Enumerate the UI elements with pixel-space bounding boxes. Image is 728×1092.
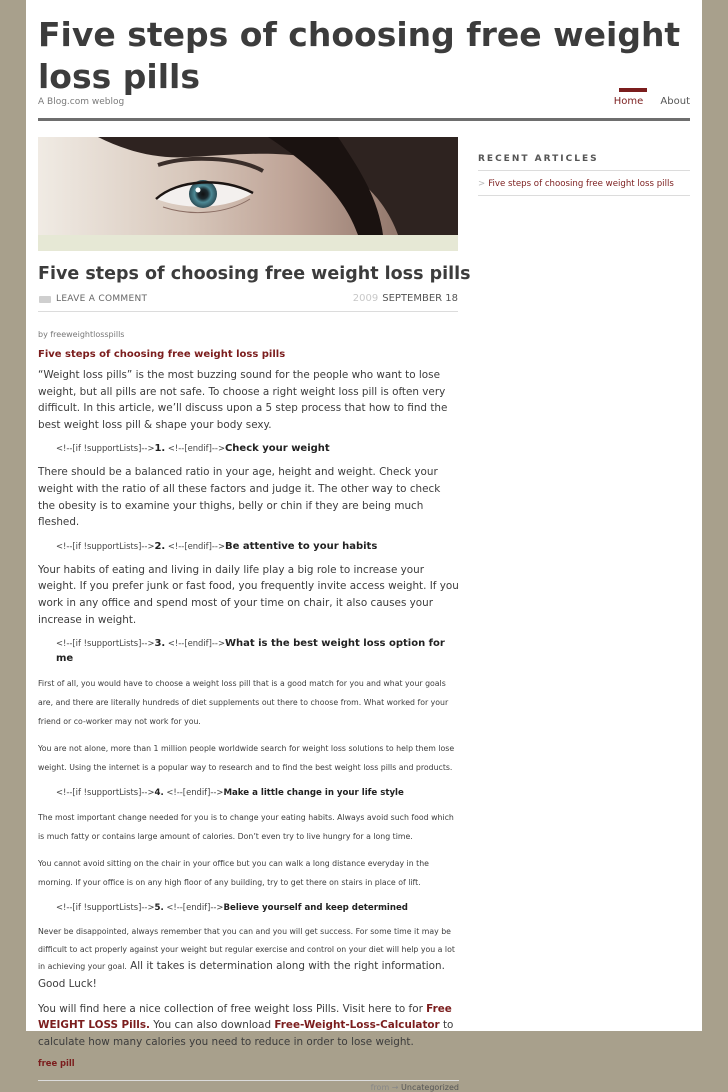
closing-text-c: to calculate how many calories you need to reduce in order to lose weight. [38, 1019, 454, 1048]
step-title: What is the best weight loss option for me [56, 638, 445, 665]
free-weight-loss-pills-link[interactable]: Free WEIGHT LOSS Pills. [38, 1002, 452, 1032]
step-heading-3 [38, 636, 459, 666]
step-number: 4. [154, 788, 164, 799]
step-prefix: <!--[if !supportLists]--> [56, 443, 155, 454]
step-4-text-a: The most important change needed for you is to change your eating habits. Always avoid such food which is much fatty or contains large amount of calories. Don’t even try to live hungry for a long time. [38, 813, 454, 842]
nav-active-indicator [619, 88, 647, 92]
blog-tagline: A Blog.com weblog [38, 97, 125, 107]
nav-about[interactable]: About [660, 96, 690, 107]
step-number: 3. [154, 638, 166, 650]
weight-loss-calculator-link[interactable]: Free-Weight-Loss-Calculator [274, 1019, 440, 1032]
step-number: 2. [154, 540, 166, 552]
page [26, 0, 702, 1092]
comment-icon [39, 296, 51, 303]
step-prefix: <!--[if !supportLists]--> [56, 902, 155, 913]
post-date-year: 2009 [352, 293, 379, 304]
step-number: 5. [154, 903, 164, 914]
post-meta [38, 289, 458, 312]
nav-home[interactable]: Home [613, 96, 644, 107]
step-prefix: <!--[if !supportLists]--> [56, 540, 155, 551]
step-5-text-small: Never be disappointed, always remember that you can and you will get success. For some time it may be difficult to act properly against your weight but regular exercise and control on your diet will help you a lot in achieving your goal. [38, 927, 455, 972]
step-heading-2 [38, 539, 459, 554]
category-link[interactable]: Uncategorized [401, 1083, 459, 1092]
step-heading-1 [38, 441, 459, 456]
step-suffix: <!--[endif]--> [165, 540, 225, 551]
post-date [353, 293, 458, 304]
step-prefix: <!--[if !supportLists]--> [56, 787, 155, 798]
step-heading-4 [38, 785, 459, 800]
step-number: 1. [154, 443, 166, 455]
step-4-text-b: You cannot avoid sitting on the chair in your office but you can walk a long distance everyday in the morning. If your office is on any high floor of any building, try to get there on stairs in place of lift. [38, 859, 429, 888]
sidebar [478, 154, 690, 196]
header-banner-image [38, 137, 458, 235]
post-byline: by freeweightlosspills [38, 330, 125, 339]
step-title: Be attentive to your habits [224, 540, 378, 552]
closing-text-b: You can also download [150, 1019, 275, 1032]
recent-article-item[interactable] [478, 171, 690, 196]
post-body [38, 330, 459, 1092]
eye-photo [38, 137, 458, 235]
step-2-text: Your habits of eating and living in daily life play a big role to increase your weight. If you prefer junk or fast food, you frequently invite access weight. If you work in any office and spend most of your time on chair, it also causes your increase in weight. [38, 563, 459, 626]
header-divider [38, 118, 690, 121]
step-heading-5 [38, 900, 459, 915]
closing-text-a: You will find here a nice collection of free weight loss Pills. Visit here to for [38, 1002, 427, 1015]
main-nav [600, 96, 690, 107]
banner-strip [38, 235, 458, 251]
post-intro: “Weight loss pills” is the most buzzing sound for the people who want to lose weight, but all pills are not safe. To choose a right weight loss pill is often very difficult. In this article, we’ll discuss upon a 5 step process that how to find the best weight loss pill & shape your body sexy. [38, 369, 448, 431]
recent-article-link[interactable]: Five steps of choosing free weight loss pills [488, 179, 674, 189]
step-3-text-b: You are not alone, more than 1 million people worldwide search for weight loss solutions to help them lose weight. Using the internet is a popular way to research and to find the best weight loss pills and products. [38, 744, 455, 773]
step-title: Check your weight [224, 443, 330, 455]
step-5-text [38, 923, 459, 992]
step-suffix: <!--[endif]--> [165, 638, 225, 649]
footer-from: from → [370, 1083, 402, 1092]
post-date-day: SEPTEMBER 18 [382, 293, 458, 304]
step-prefix: <!--[if !supportLists]--> [56, 638, 155, 649]
recent-articles-heading: RECENT ARTICLES [478, 154, 690, 171]
arrow-icon: > [478, 179, 486, 189]
free-pill-tag-link[interactable]: free pill [38, 1058, 75, 1069]
leave-comment-link[interactable]: LEAVE A COMMENT [56, 294, 148, 304]
closing-paragraph [38, 1001, 459, 1051]
step-title: Make a little change in your life style [223, 788, 404, 799]
step-suffix: <!--[endif]--> [163, 787, 224, 798]
step-1-text: There should be a balanced ratio in your age, height and weight. Check your weight with the ratio of all these factors and judge it. The other way to check the obesity is to examine your thighs, belly or chin if they are being much fleshed. [38, 466, 441, 529]
step-suffix: <!--[endif]--> [163, 902, 224, 913]
step-suffix: <!--[endif]--> [165, 443, 225, 454]
step-5-text-large: All it takes is determination along with the right information. Good Luck! [38, 960, 445, 990]
post-subheading: Five steps of choosing free weight loss pills [38, 349, 286, 360]
step-3-text-a: First of all, you would have to choose a weight loss pill that is a good match for you and what your goals are, and there are literally hundreds of diet supplements out there to choose from. What worked for your friend or co-worker may not work for you. [38, 679, 449, 727]
post-title[interactable]: Five steps of choosing free weight loss pills [38, 264, 471, 284]
step-title: Believe yourself and keep determined [223, 903, 408, 914]
blog-title[interactable]: Five steps of choosing free weight loss pills [38, 15, 681, 96]
post-footer [38, 1080, 459, 1092]
